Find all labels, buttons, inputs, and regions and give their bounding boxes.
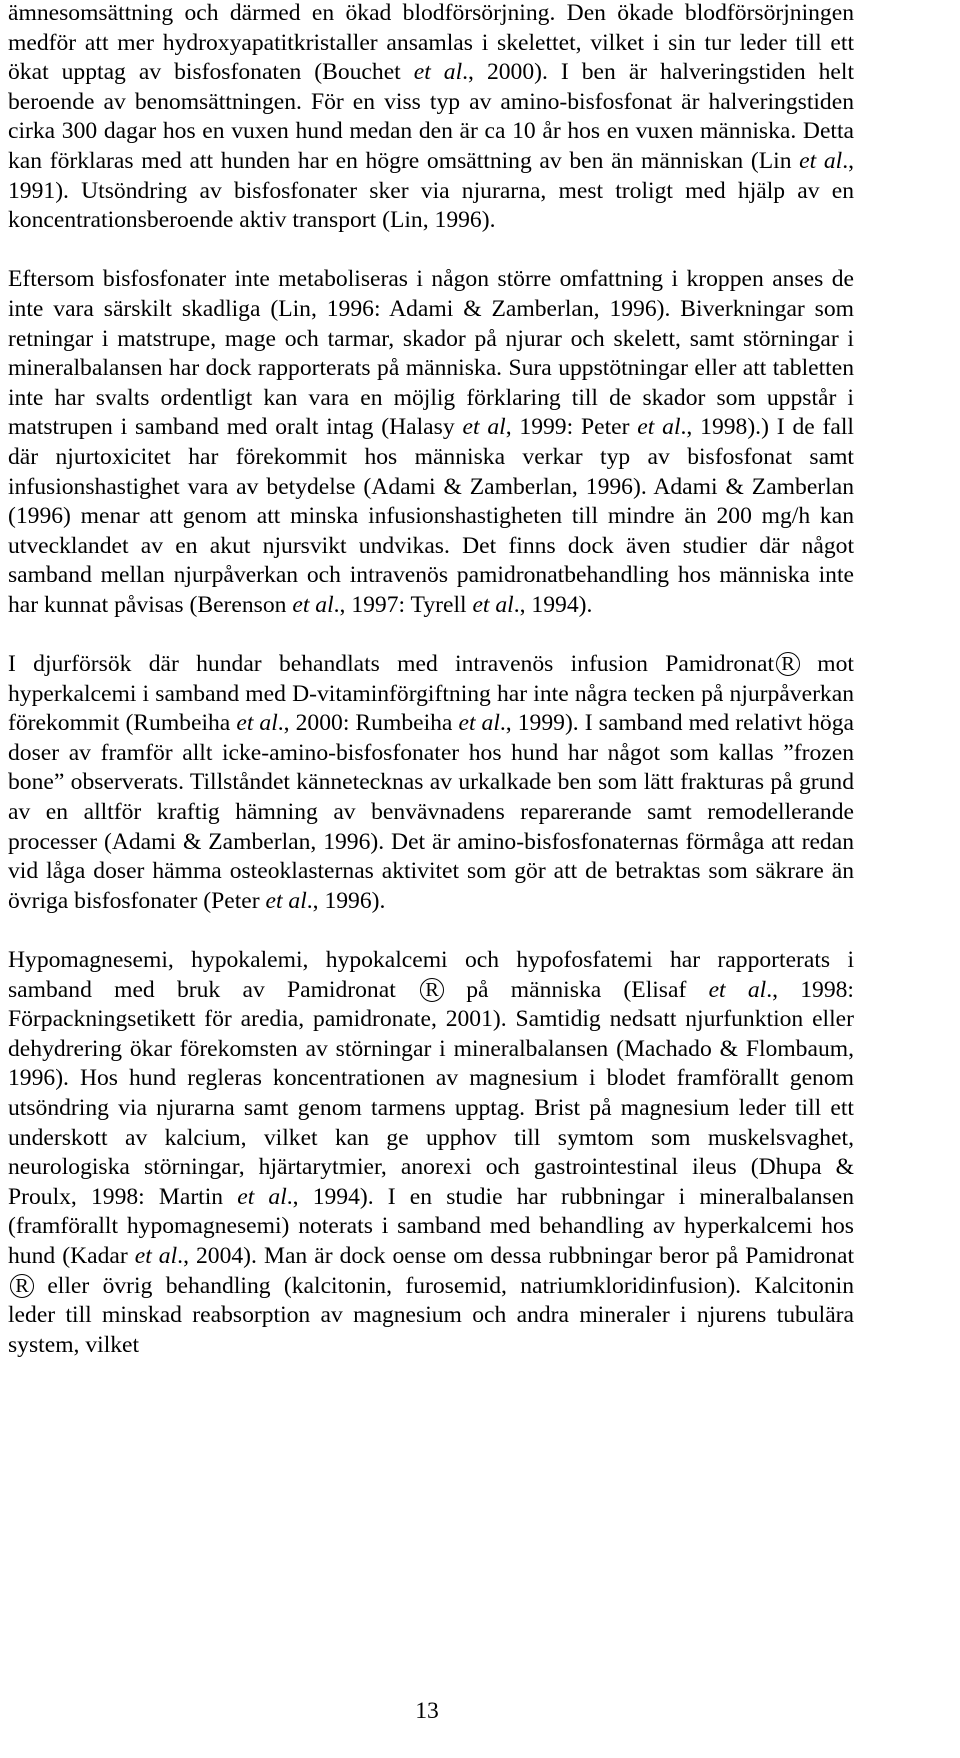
text-run: Hypomagnesemi, hypokalemi, hypokalcemi och hypofosfatemi har rapporterats i samband med bruk av Pamidronat — [8, 947, 854, 1003]
citation-italic: et al — [236, 710, 278, 737]
text-run: ., 1998: Förpackningsetikett för aredia, pamidronate, 2001). Samtidig nedsatt njurfunktion eller dehydrering ökar förekomsten av störningar i mineralbalansen (Machado & Flombaum, 1996). Hos hund regleras koncentrationen av magnesium i blodet framförallt genom utsöndring via njurarna samt genom tarmens upptag. Brist på magnesium leder till ett underskott av kalcium, vilket kan ge upphov till symtom som muskelsvaghet, neurologiska störningar, hjärtarytmier, anorexi och gastrointestinal ileus (Dhupa & Proulx, 1998: Martin — [8, 976, 854, 1210]
citation-italic: et al — [637, 414, 681, 441]
citation-italic: et al — [413, 59, 463, 86]
text-run: ämnesomsättning och därmed en ökad blodförsörjning. Den ökade blodförsörjningen medför att mer hydroxyapatitkristaller ansamlas i skelettet, vilket i sin tur leder till ett ökat upptag av bisfosfonaten (Bouchet — [8, 0, 854, 86]
document-page — [8, 0, 854, 1360]
registered-mark-icon: R — [10, 1274, 34, 1298]
text-run: ., 1991). Utsöndring av bisfosfonater sker via njurarna, mest troligt med hjälp av en koncentrationsberoende aktiv transport (Lin, 1996). — [8, 147, 854, 234]
text-run: , 1999: Peter — [505, 414, 638, 441]
citation-italic: et al — [458, 710, 500, 737]
text-run: ., 1997: Tyrell — [333, 591, 473, 618]
text-run: mot hyperkalcemi i samband med D-vitaminförgiftning har inte några tecken på njurpåverkan förekommit (Rumbeiha — [8, 651, 854, 737]
paragraph-gap — [8, 236, 854, 266]
text-run: ., 1994). — [513, 591, 593, 618]
text-run: ., 1998).) I de fall där njurtoxicitet har förekommit hos människa verkar typ av bisfosfonat samt infusionshastighet vara av betydelse (Adami & Zamberlan, 1996). Adami & Zamberlan (1996) menar att genom att minska infusionshastigheten till mindre än 200 mg/h kan utvecklandet av en akut njursvikt undvikas. Det finns dock även studier där något samband mellan njurpåverkan och intravenös pamidronatbehandling hos människa inte har kunnat påvisas (Berenson — [8, 414, 854, 618]
page-number: 13 — [415, 1698, 439, 1724]
citation-italic: et al — [265, 887, 307, 914]
text-run: ., 2000: Rumbeiha — [277, 710, 459, 737]
text-run: I djurförsök där hundar behandlats med intravenös infusion Pamidronat — [8, 651, 774, 678]
citation-italic: et al — [462, 414, 506, 441]
registered-mark-icon: R — [776, 652, 800, 676]
paragraph-3 — [8, 650, 854, 916]
citation-italic: et al — [799, 147, 843, 174]
paragraph-gap — [8, 620, 854, 650]
citation-italic: et al — [134, 1242, 178, 1269]
text-run: ., 1996). — [306, 887, 386, 914]
registered-mark-icon: R — [420, 978, 444, 1002]
text-run: ., 2000). I ben är halveringstiden helt beroende av benomsättningen. För en viss typ av amino-bisfosfonat är halveringstiden cirka 300 dagar hos en vuxen hund medan den är ca 10 år hos en vuxen människa. Detta kan förklaras med att hunden har en högre omsättning av ben än människan (Lin — [8, 59, 855, 174]
text-run: på människa (Elisaf — [444, 976, 709, 1003]
text-run: ., 2004). Man är dock oense om dessa rubbningar beror på Pamidronat — [177, 1242, 855, 1269]
citation-italic: et al — [708, 976, 767, 1003]
paragraph-gap — [8, 916, 854, 946]
text-run: ., 1994). I en studie har rubbningar i mineralbalansen (framförallt hypomagnesemi) noterats i samband med behandling av hyperkalcemi hos hund (Kadar — [8, 1183, 854, 1269]
citation-italic: et al — [292, 591, 334, 618]
citation-italic: et al — [472, 591, 514, 618]
paragraph-2 — [8, 265, 854, 620]
citation-italic: et al — [237, 1183, 287, 1210]
paragraph-4 — [8, 946, 854, 1360]
paragraph-1 — [8, 0, 854, 236]
text-run: ., 1999). I samband med relativt höga doser av framför allt icke-amino-bisfosfonater hos hund har något som kallas ”frozen bone” observerats. Tillståndet kännetecknas av urkalkade ben som lätt frakturas på grund av en alltför kraftig hämning av benvävnadens reparerande samt remodellerande processer (Adami & Zamberlan, 1996). Det är amino-bisfosfonaternas förmåga att redan vid låga doser hämma osteoklasternas aktivitet som gör att de betraktas som säkrare än övriga bisfosfonater (Peter — [8, 710, 854, 914]
text-run: eller övrig behandling (kalcitonin, furosemid, natriumkloridinfusion). Kalcitonin leder till minskad reabsorption av magnesium och andra mineraler i njurens tubulära system, vilket — [8, 1272, 854, 1358]
text-run: Eftersom bisfosfonater inte metaboliseras i någon större omfattning i kroppen anses de inte vara särskilt skadliga (Lin, 1996: Adami & Zamberlan, 1996). Biverkningar som retningar i matstrupe, mage och tarmar, skador på njurar och skelett, samt störningar i mineralbalansen har dock rapporterats på människa. Sura uppstötningar eller att tabletten inte har svalts ordentligt kan vara en möjlig förklaring till de skador som uppstår i matstrupen i samband med oralt intag (Halasy — [8, 266, 854, 441]
